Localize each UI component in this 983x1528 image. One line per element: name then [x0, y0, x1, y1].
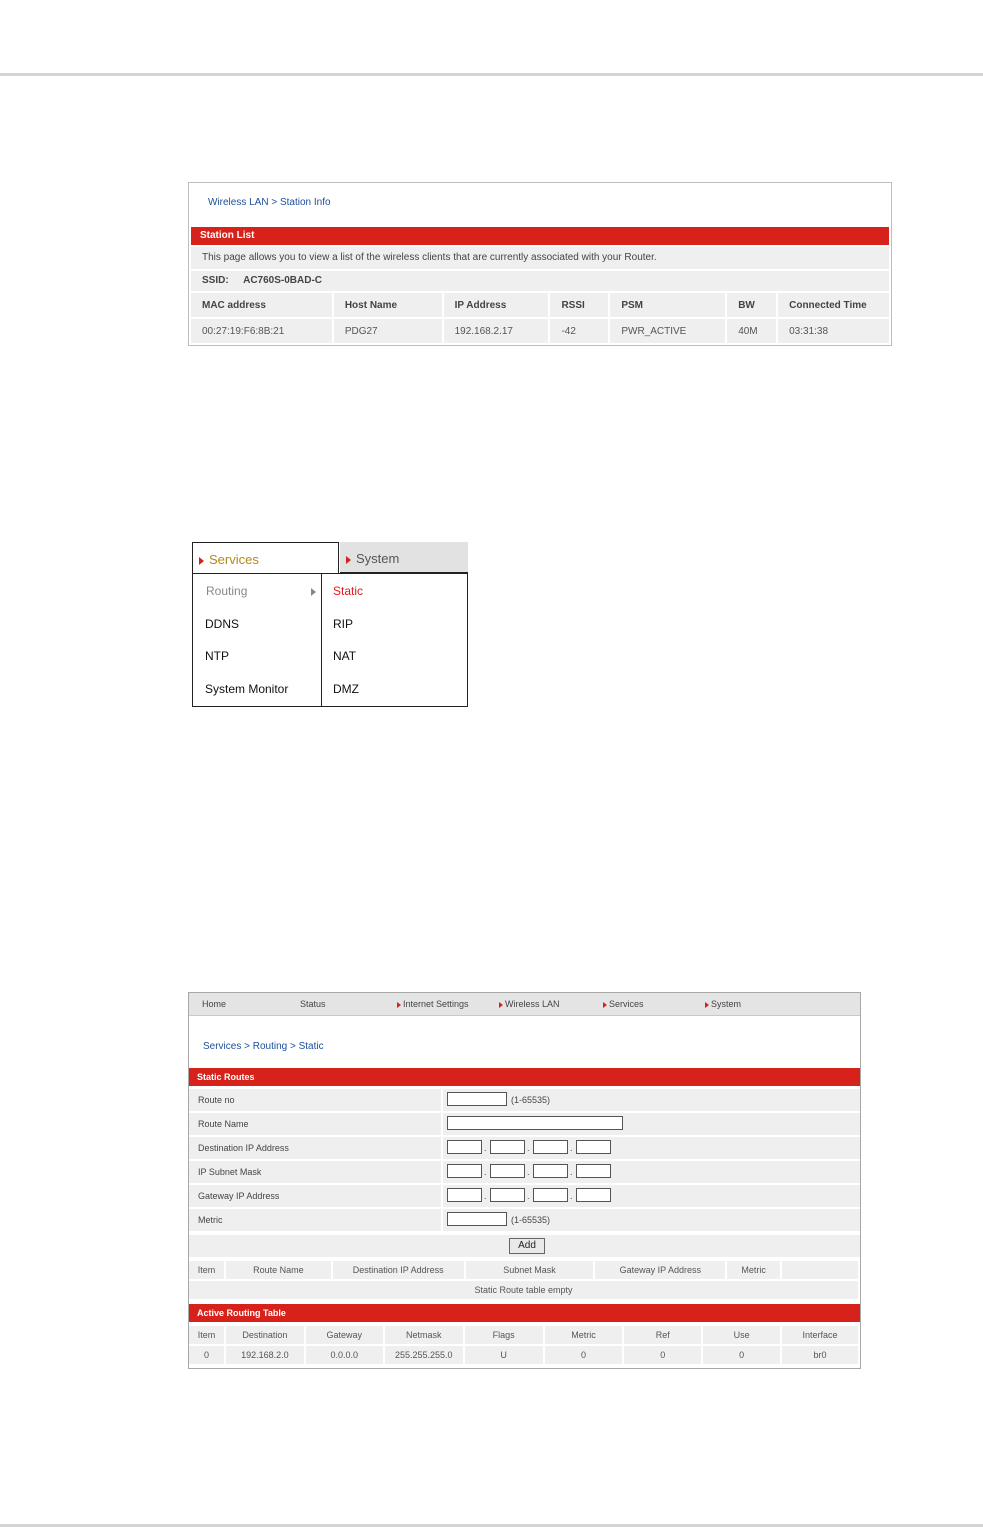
cell-host: PDG27 [333, 318, 443, 343]
triangle-right-icon [397, 1002, 401, 1008]
route-no-input[interactable] [447, 1092, 507, 1106]
top-divider [0, 73, 983, 76]
services-menu [192, 542, 468, 707]
table-header-row [191, 293, 890, 318]
subnet-octet-1[interactable] [447, 1164, 482, 1178]
table-header-row [189, 1260, 859, 1280]
breadcrumb[interactable]: Services > Routing > Static [203, 1041, 324, 1052]
menu-item-static[interactable]: Static [333, 584, 364, 598]
nav-internet-settings[interactable] [397, 999, 469, 1009]
subnet-row [189, 1161, 860, 1185]
dest-ip-octet-2[interactable] [490, 1140, 525, 1154]
ip-dot: . [527, 1143, 530, 1153]
active-routing-header: Active Routing Table [189, 1304, 860, 1322]
col-gateway: Gateway [305, 1325, 384, 1345]
col-destination-ip: Destination IP Address [332, 1260, 465, 1280]
nav-services-label: Services [609, 999, 644, 1009]
col-metric: Metric [544, 1325, 624, 1345]
gateway-octet-1[interactable] [447, 1188, 482, 1202]
route-no-label: Route no [198, 1095, 235, 1105]
cell-ref: 0 [623, 1345, 702, 1364]
col-item: Item [189, 1260, 225, 1280]
col-ip-address: IP Address [443, 293, 550, 318]
col-blank [781, 1260, 859, 1280]
station-description: This page allows you to view a list of the wireless clients that are currently associated with your Router. [191, 247, 889, 269]
nav-services[interactable] [603, 999, 644, 1009]
col-gateway-ip: Gateway IP Address [594, 1260, 726, 1280]
route-name-label: Route Name [198, 1119, 249, 1129]
ip-dot: . [484, 1167, 487, 1177]
dest-ip-label: Destination IP Address [198, 1143, 289, 1153]
table-row [191, 318, 890, 343]
triangle-right-icon [499, 1002, 503, 1008]
cell-psm: PWR_ACTIVE [609, 318, 726, 343]
ip-dot: . [570, 1191, 573, 1201]
add-button[interactable]: Add [509, 1238, 545, 1254]
ip-dot: . [570, 1143, 573, 1153]
col-psm: PSM [609, 293, 726, 318]
cell-connected-time: 03:31:38 [777, 318, 890, 343]
active-routing-table [189, 1324, 860, 1364]
cell-interface: br0 [781, 1345, 859, 1364]
col-metric: Metric [726, 1260, 781, 1280]
metric-hint: (1-65535) [511, 1215, 551, 1225]
dest-ip-octet-4[interactable] [576, 1140, 611, 1154]
table-row [189, 1280, 859, 1299]
static-route-table [189, 1259, 860, 1299]
triangle-right-icon [346, 556, 351, 564]
top-nav [189, 993, 860, 1016]
ip-dot: . [527, 1191, 530, 1201]
triangle-right-icon [199, 557, 204, 565]
ip-dot: . [484, 1143, 487, 1153]
gateway-row [189, 1185, 860, 1209]
gateway-octet-2[interactable] [490, 1188, 525, 1202]
menu-item-routing[interactable]: Routing [206, 584, 248, 598]
col-flags: Flags [464, 1325, 544, 1345]
menu-item-ntp[interactable]: NTP [205, 649, 229, 663]
nav-wireless-lan[interactable] [499, 999, 560, 1009]
menu-item-nat[interactable]: NAT [333, 649, 357, 663]
menu-item-ddns[interactable]: DDNS [205, 617, 240, 631]
cell-mac: 00:27:19:F6:8B:21 [191, 318, 333, 343]
cell-metric: 0 [544, 1345, 624, 1364]
tab-services[interactable] [192, 542, 339, 573]
nav-system[interactable] [705, 999, 741, 1009]
nav-status[interactable]: Status [300, 999, 326, 1009]
col-route-name: Route Name [225, 1260, 332, 1280]
breadcrumb[interactable]: Wireless LAN > Station Info [208, 197, 331, 208]
table-row [189, 1345, 859, 1364]
ssid-value: AC760S-0BAD-C [243, 275, 322, 286]
cell-item: 0 [189, 1345, 225, 1364]
nav-wireless-lan-label: Wireless LAN [505, 999, 560, 1009]
col-interface: Interface [781, 1325, 859, 1345]
cell-gateway: 0.0.0.0 [305, 1345, 384, 1364]
gateway-label: Gateway IP Address [198, 1191, 280, 1201]
cell-destination: 192.168.2.0 [225, 1345, 305, 1364]
ssid-label: SSID: [202, 275, 229, 286]
col-item: Item [189, 1325, 225, 1345]
triangle-right-icon [603, 1002, 607, 1008]
cell-use: 0 [702, 1345, 781, 1364]
cell-bw: 40M [726, 318, 777, 343]
routing-submenu [322, 574, 467, 706]
station-table [191, 293, 891, 343]
col-ref: Ref [623, 1325, 702, 1345]
col-rssi: RSSI [549, 293, 609, 318]
nav-home[interactable]: Home [202, 999, 227, 1009]
cell-netmask: 255.255.255.0 [384, 1345, 464, 1364]
station-list-header: Station List [191, 227, 889, 245]
ip-dot: . [570, 1167, 573, 1177]
col-connected-time: Connected Time [777, 293, 890, 318]
route-name-input[interactable] [447, 1116, 623, 1130]
col-host-name: Host Name [333, 293, 443, 318]
route-no-row [189, 1089, 860, 1113]
cell-flags: U [464, 1345, 544, 1364]
route-no-hint: (1-65535) [511, 1095, 551, 1105]
triangle-right-icon [705, 1002, 709, 1008]
col-mac-address: MAC address [191, 293, 333, 318]
dest-ip-octet-3[interactable] [533, 1140, 568, 1154]
services-submenu [193, 574, 322, 706]
col-subnet-mask: Subnet Mask [465, 1260, 595, 1280]
dest-ip-octet-1[interactable] [447, 1140, 482, 1154]
static-routes-header: Static Routes [189, 1068, 860, 1086]
bottom-divider [0, 1524, 983, 1527]
tab-system-label: System [356, 551, 400, 566]
tab-system[interactable] [340, 542, 468, 573]
station-info-panel [188, 182, 892, 346]
gateway-octet-3[interactable] [533, 1188, 568, 1202]
services-dropdown [192, 573, 468, 707]
col-bw: BW [726, 293, 777, 318]
static-routes-panel [188, 992, 861, 1369]
col-use: Use [702, 1325, 781, 1345]
menu-item-system-monitor[interactable]: System Monitor [205, 682, 289, 696]
dest-ip-row [189, 1137, 860, 1161]
subnet-label: IP Subnet Mask [198, 1167, 262, 1177]
subnet-octet-3[interactable] [533, 1164, 568, 1178]
ip-dot: . [527, 1167, 530, 1177]
subnet-octet-4[interactable] [576, 1164, 611, 1178]
gateway-octet-4[interactable] [576, 1188, 611, 1202]
col-destination: Destination [225, 1325, 305, 1345]
nav-internet-settings-label: Internet Settings [403, 999, 469, 1009]
route-name-row [189, 1113, 860, 1137]
menu-item-rip[interactable]: RIP [333, 617, 354, 631]
col-netmask: Netmask [384, 1325, 464, 1345]
cell-ip: 192.168.2.17 [443, 318, 550, 343]
metric-input[interactable] [447, 1212, 507, 1226]
menu-item-dmz[interactable]: DMZ [333, 682, 359, 696]
metric-row [189, 1209, 860, 1233]
ip-dot: . [484, 1191, 487, 1201]
ssid-row [191, 271, 889, 291]
static-route-empty: Static Route table empty [189, 1280, 859, 1299]
add-row [189, 1235, 860, 1257]
tab-services-label: Services [209, 552, 259, 567]
nav-system-label: System [711, 999, 742, 1009]
subnet-octet-2[interactable] [490, 1164, 525, 1178]
submenu-arrow-icon [311, 588, 316, 596]
cell-rssi: -42 [549, 318, 609, 343]
table-header-row [189, 1325, 859, 1345]
metric-label: Metric [198, 1215, 223, 1225]
